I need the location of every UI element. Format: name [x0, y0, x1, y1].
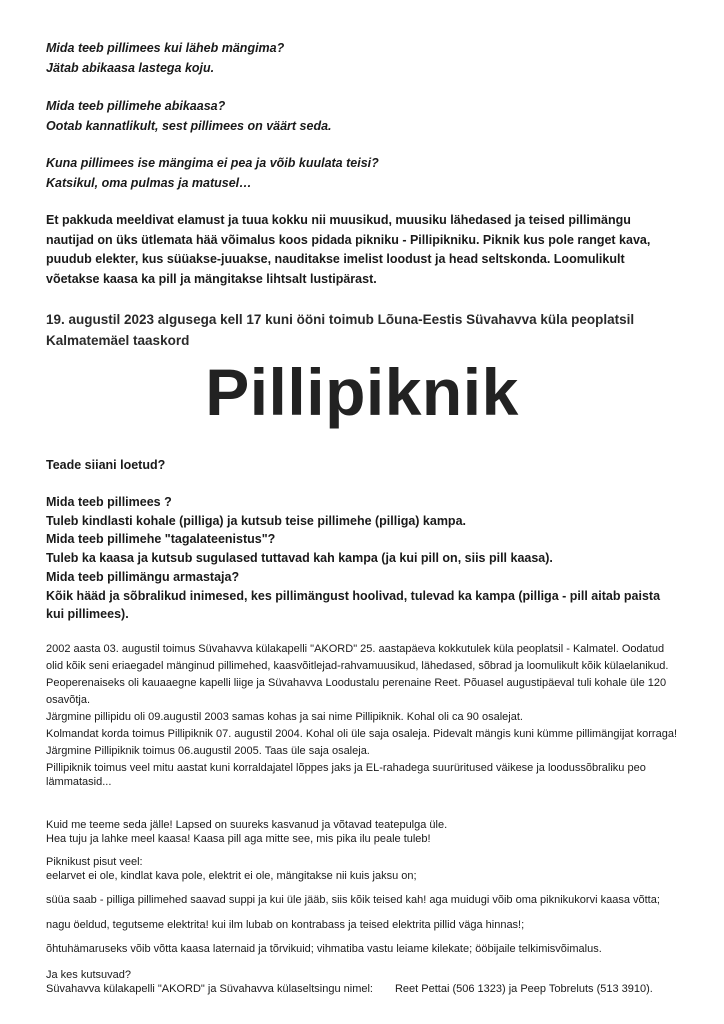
more-item: õhtuhämaruseks võib võtta kaasa laternaid ja tõrvikuid; vihmatiba vastu leiame kilekate; ööbijaile telkimisvõimalus. — [46, 943, 602, 955]
intro-paragraph: Et pakkuda meeldivat elamust ja tuua kokku nii muusikud, muusiku lähedased ja teised pillimängu nautijad on üks ütlemata hää võimalus koos pidada pikniku - Pillipikniku. Piknik kus pole ranget kava, puudub elekter, kus süüakse-juuakse, nauditakse imelist loodust ja head seltskonda. Loomulikult võetakse kaasa ka pill ja mängitakse lihtsalt lustipärast. — [46, 213, 651, 286]
bold-line: Tuleb ka kaasa ja kutsub sugulased tuttavad kah kampa (ja kui pill on, siis pill kaasa). — [46, 551, 553, 566]
again-section — [46, 819, 678, 846]
bold-line: Kõik hääd ja sõbralikud inimesed, kes pillimängust hoolivad, tulevad ka kampa (pilliga - pill aitab paista kui pillimees). — [46, 588, 661, 622]
history-paragraph: Järgmine Pillipiknik toimus 06.augustil 2005. Taas üle saja osaleja. — [46, 745, 370, 757]
bold-line: Mida teeb pillimees ? — [46, 495, 172, 509]
history-paragraph: 2002 aasta 03. augustil toimus Süvahavva külakapelli "AKORD" 25. aastapäeva kokkutulek küla peoplatsil - Kalmatel. Oodatud olid kõik seni eriaegadel mänginud pillimehed, kaasvõitlejad-rahvamuusikud, lähedased, sõbrad ja loomulikult kõik külaelanikud. Peoperenaiseks oli kauaaegne kapelli liige ja Süvahavva Loodustalu perenaine Reet. Põuasel augustipäeval tuli kohale üle 120 osavõtja. — [46, 643, 669, 706]
bold-line: Tuleb kindlasti kohale (pilliga) ja kutsub teise pillimehe (pilliga) kampa. — [46, 513, 466, 528]
invite-heading: Ja kes kutsuvad? — [46, 969, 131, 981]
qa-answer: Katsikul, oma pulmas ja matusel… — [46, 176, 252, 190]
more-item: nagu öeldud, tegutseme elektrita! kui ilm lubab on kontrabass ja teised elektrita pillid väga hinnas!; — [46, 918, 525, 931]
history-paragraph: Kolmandat korda toimus Pillipiknik 07. augustil 2004. Kohal oli üle saja osaleja. Pidevalt mängis kuni kümme pillimängijat korraga! — [46, 728, 677, 740]
history-section — [46, 641, 678, 789]
qa-question: Kuna pillimees ise mängima ei pea ja võib kuulata teisi? — [46, 156, 379, 170]
who-brings-what — [46, 493, 678, 624]
again-line: Hea tuju ja lahke meel kaasa! Kaasa pill aga mitte see, mis pika ilu peale tuleb! — [46, 832, 431, 845]
more-section — [46, 856, 678, 957]
event-date-line: 19. augustil 2023 algusega kell 17 kuni ööni toimub Lõuna-Eestis Süvahavva küla peoplatsil Kalmatemäel taaskord — [46, 312, 635, 348]
again-line: Kuid me teeme seda jälle! Lapsed on suureks kasvanud ja võtavad teatepulga üle. — [46, 819, 448, 831]
invite-line — [46, 983, 678, 997]
invite-section — [46, 969, 678, 996]
qa-block-1 — [46, 38, 678, 78]
qa-answer: Ootab kannatlikult, sest pillimees on väärt seda. — [46, 119, 332, 133]
qa-block-3 — [46, 153, 678, 193]
more-item: eelarvet ei ole, kindlat kava pole, elektrit ei ole, mängitakse nii kuis jaksu on; — [46, 869, 417, 882]
qa-question: Mida teeb pillimees kui läheb mängima? — [46, 41, 285, 55]
invite-organization: Süvahavva külakapelli "AKORD" ja Süvahavva külaseltsingu nimel: — [46, 982, 373, 995]
more-heading: Piknikust pisut veel: — [46, 856, 143, 868]
event-title: Pillipiknik — [205, 355, 519, 429]
qa-question: Mida teeb pillimehe abikaasa? — [46, 99, 226, 113]
qa-block-2 — [46, 96, 678, 136]
history-paragraph: Pillipiknik toimus veel mitu aastat kuni korraldajatel lõppes jaks ja EL-rahadega suurüritused väikese ja loodussõbraliku peo lämmatasid... — [46, 762, 646, 788]
qa-answer: Jätab abikaasa lastega koju. — [46, 61, 215, 75]
invite-contacts: Reet Pettai (506 1323) ja Peep Tobreluts (513 3910). — [394, 982, 653, 995]
more-item: süüa saab - pilliga pillimehed saavad suppi ja kui üle jääb, siis kõik teised kah! aga muidugi võib oma piknikukorvi kaasa võtta; — [46, 894, 660, 906]
bold-line: Mida teeb pillimängu armastaja? — [46, 569, 240, 584]
history-paragraph: Järgmine pillipidu oli 09.augustil 2003 samas kohas ja sai nime Pillipiknik. Kohal oli ca 90 osalejat. — [46, 711, 523, 723]
notice-heading: Teade siiani loetud? — [46, 458, 166, 472]
bold-line: Mida teeb pillimehe "tagalateenistus"? — [46, 532, 276, 547]
